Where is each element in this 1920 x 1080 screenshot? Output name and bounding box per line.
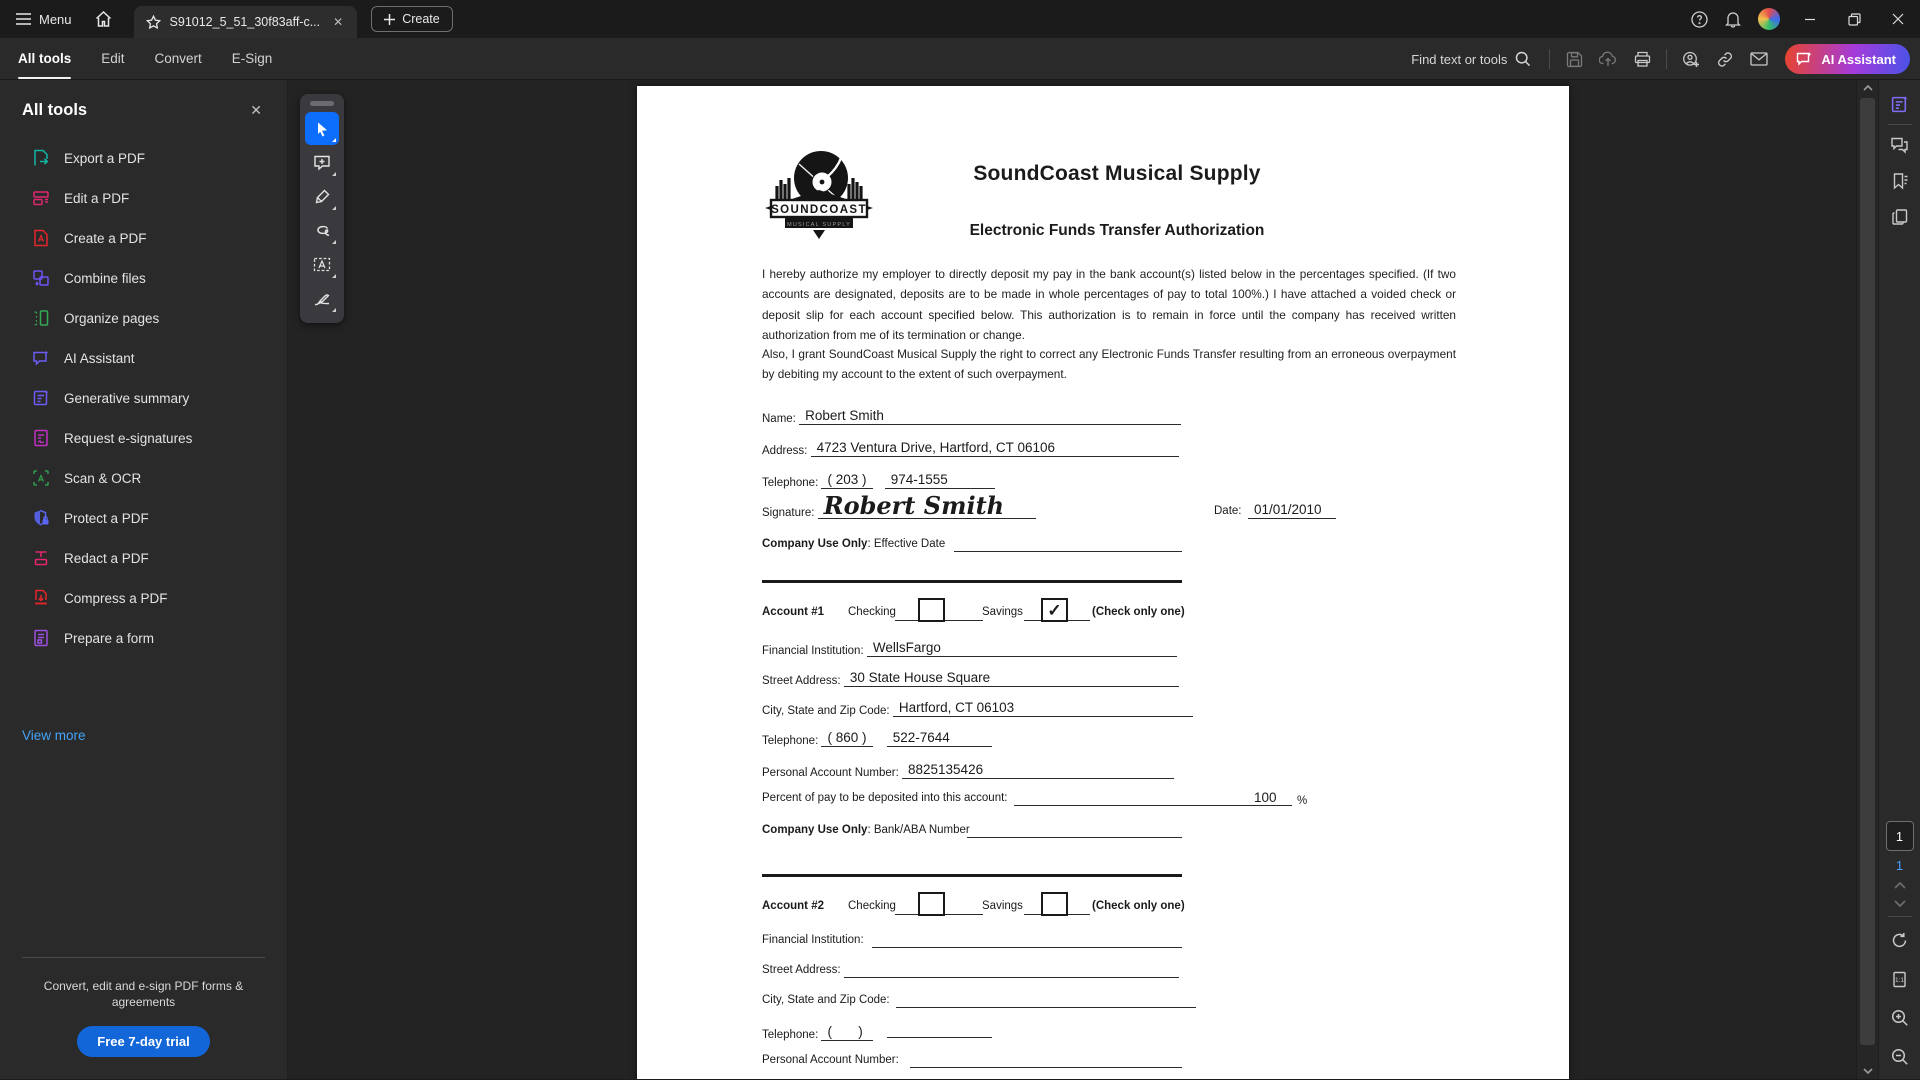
city-state-zip-value[interactable]: Hartford, CT 06103: [893, 700, 1193, 717]
notifications-button[interactable]: [1716, 0, 1750, 38]
next-page-button[interactable]: [1892, 898, 1908, 909]
close-window-button[interactable]: [1876, 0, 1920, 38]
view-more-link[interactable]: View more: [22, 728, 86, 743]
search-icon: [1515, 51, 1531, 67]
comments-icon: [1890, 136, 1909, 154]
select-tool[interactable]: [305, 112, 339, 145]
telephone-label: Telephone:: [762, 1029, 819, 1041]
tab-title: S91012_5_51_30f83aff-c...: [169, 15, 321, 29]
account1-fi-row: [762, 640, 1462, 657]
highlighter-icon: [314, 188, 331, 205]
area-code-value[interactable]: ( ): [821, 1024, 873, 1041]
panel-title: All tools: [22, 101, 88, 119]
help-icon: [1691, 11, 1708, 28]
sidebar-item-scan-ocr[interactable]: [0, 458, 287, 498]
panel-close-icon[interactable]: ✕: [250, 102, 262, 118]
date-label: Date:: [1214, 505, 1242, 517]
plus-icon: [384, 14, 395, 25]
promo-text: Convert, edit and e-sign PDF forms & agreements: [43, 978, 244, 1009]
sidebar-item-label: Prepare a form: [64, 630, 155, 646]
divider: [1549, 49, 1550, 69]
sidebar-item-label: Organize pages: [64, 310, 160, 326]
phone-value[interactable]: 522-7644: [887, 730, 992, 747]
highlight-tool[interactable]: [305, 180, 339, 213]
area-code-value[interactable]: ( 203 ): [821, 472, 873, 489]
menu-label: Menu: [39, 11, 72, 27]
sidebar-item-label: AI Assistant: [64, 350, 135, 366]
account2-fi-row: [762, 934, 1462, 946]
percent-line: [1014, 805, 1292, 806]
fill-sign-tool[interactable]: [305, 282, 339, 315]
svg-text:1:1: 1:1: [1894, 976, 1905, 984]
trial-promo: [0, 957, 287, 1057]
edit-pdf-icon: [32, 189, 50, 207]
account2-telephone-row: [762, 1024, 1462, 1041]
comment-plus-icon: [313, 154, 331, 171]
check-only-one-label: (Check only one): [1092, 606, 1185, 618]
checking-label: Checking: [848, 606, 896, 618]
sidebar-item-request-esignatures[interactable]: [0, 418, 287, 458]
save-icon: [1566, 51, 1583, 68]
star-icon[interactable]: [146, 15, 161, 30]
company-use-label: Company Use Only: [762, 538, 868, 550]
document-viewport: [288, 80, 1878, 1079]
personal-account-number-line[interactable]: [910, 1067, 1182, 1068]
document-title: SoundCoast Musical Supply: [973, 162, 1261, 185]
sidebar-item-label: Compress a PDF: [64, 590, 168, 606]
telephone-label: Telephone:: [762, 477, 819, 489]
home-icon: [95, 11, 112, 27]
logo-wordmark: SOUNDCOAST: [771, 204, 867, 216]
find-button[interactable]: [1401, 51, 1541, 67]
export-pdf-icon: [32, 149, 50, 167]
document-subtitle: Electronic Funds Transfer Authorization: [969, 222, 1265, 239]
previous-page-button[interactable]: [1892, 880, 1908, 891]
sidebar-item-label: Redact a PDF: [64, 550, 149, 566]
free-trial-button[interactable]: Free 7-day trial: [77, 1026, 210, 1057]
address-label: Address:: [762, 445, 808, 457]
account2-header-row: [762, 900, 1462, 926]
city-state-zip-label: City, State and Zip Code:: [762, 994, 890, 1006]
envelope-icon: [1750, 52, 1768, 66]
financial-institution-value[interactable]: WellsFargo: [867, 640, 1177, 657]
menu-button[interactable]: [0, 0, 86, 38]
signature-pen-icon: [313, 291, 331, 307]
sidebar-item-label: Generative summary: [64, 390, 190, 406]
account1-heading: Account #1: [762, 606, 824, 618]
quick-tools-palette: [300, 94, 344, 323]
squiggle-draw-icon: [314, 224, 331, 238]
checking-checkbox[interactable]: [918, 598, 945, 622]
generative-summary-button[interactable]: [1884, 88, 1916, 120]
name-value[interactable]: Robert Smith: [799, 408, 1181, 425]
area-code-value[interactable]: ( 860 ): [821, 730, 873, 747]
bookmark-icon: [1891, 172, 1909, 190]
percent-value[interactable]: 100: [1254, 790, 1277, 805]
home-button[interactable]: [86, 0, 122, 38]
vertical-scrollbar[interactable]: [1856, 80, 1878, 1079]
sidebar-item-label: Protect a PDF: [64, 510, 149, 526]
account2-heading: Account #2: [762, 900, 824, 912]
upload-cloud-button[interactable]: [1592, 43, 1624, 75]
titlebar: [0, 0, 1920, 38]
page-total: 1: [1895, 858, 1904, 873]
telephone-label: Telephone:: [762, 735, 819, 747]
scroll-up-icon[interactable]: [1857, 80, 1878, 96]
create-button[interactable]: [371, 6, 453, 32]
divider: [22, 957, 265, 958]
signature-row: [762, 491, 1462, 520]
sidebar-item-label: Combine files: [64, 270, 146, 286]
savings-label: Savings: [982, 606, 1023, 618]
sidebar-item-edit-pdf[interactable]: [0, 178, 287, 218]
telephone-row: [762, 472, 1462, 489]
scrollbar-thumb[interactable]: [1860, 98, 1875, 1045]
text-box-icon: [313, 256, 331, 273]
authorization-paragraph: I hereby authorize my employer to directly deposit my pay in the bank account(s) listed below in the percentages specified. (If two accounts are designated, deposits are to be made in whole percentages of pay to total 100%.) I have attached a voided check or deposit slip for each account specified below. This authorization is to remain in force until the company has received written authorization from me of its termination or change.: [762, 267, 1456, 342]
bank-aba-label: : Bank/ABA Number: [867, 824, 970, 836]
divider: [1666, 49, 1667, 69]
find-label: Find text or tools: [1411, 51, 1508, 67]
logo-subtext: MUSICAL SUPPLY: [787, 222, 851, 228]
section-divider: [762, 874, 1182, 877]
pdf-page[interactable]: [637, 86, 1569, 1079]
document-tab[interactable]: [134, 6, 358, 38]
hamburger-icon: [16, 13, 31, 25]
menu-tabs: [0, 38, 272, 79]
check-only-one-label: (Check only one): [1092, 900, 1185, 912]
add-comment-tool[interactable]: [305, 146, 339, 179]
checking-label: Checking: [848, 900, 896, 912]
street-address-label: Street Address:: [762, 675, 841, 687]
sidebar-item-protect-pdf[interactable]: [0, 498, 287, 538]
name-label: Name:: [762, 413, 796, 425]
financial-institution-line[interactable]: [872, 947, 1182, 948]
email-button[interactable]: [1743, 43, 1775, 75]
right-rail: [1878, 80, 1920, 1079]
account2-pan-row: [762, 1054, 1462, 1066]
divider: [1888, 124, 1912, 125]
person-add-icon: [1682, 51, 1700, 68]
sidebar-item-label: Create a PDF: [64, 230, 147, 246]
prepare-form-icon: [32, 629, 50, 647]
sidebar-item-organize-pages[interactable]: [0, 298, 287, 338]
street-address-line[interactable]: [844, 977, 1179, 978]
redact-icon: [32, 549, 50, 567]
financial-institution-label: Financial Institution:: [762, 645, 864, 657]
street-address-value[interactable]: 30 State House Square: [844, 670, 1179, 687]
save-button[interactable]: [1558, 43, 1590, 75]
share-link-button[interactable]: [1709, 43, 1741, 75]
percent-unit: %: [1297, 795, 1308, 807]
create-label: Create: [402, 12, 440, 26]
refresh-icon: [1891, 932, 1908, 949]
divider: [1888, 916, 1912, 917]
restore-button[interactable]: [1832, 0, 1876, 38]
print-button[interactable]: [1626, 43, 1658, 75]
ai-assistant-label: AI Assistant: [1821, 51, 1896, 67]
minimize-button[interactable]: [1788, 0, 1832, 38]
palette-drag-handle[interactable]: [310, 101, 334, 106]
street-address-label: Street Address:: [762, 964, 841, 976]
zoom-out-icon: [1891, 1048, 1909, 1066]
zoom-in-button[interactable]: [1884, 1002, 1916, 1034]
share-people-button[interactable]: [1675, 43, 1707, 75]
ai-chat-icon: [1796, 51, 1813, 67]
name-row: [762, 408, 1462, 425]
account1-aba-row: [762, 824, 1462, 836]
sidebar-item-combine-files[interactable]: [0, 258, 287, 298]
personal-account-number-value[interactable]: 8825135426: [902, 762, 1174, 779]
sidebar-item-generative-summary[interactable]: [0, 378, 287, 418]
page-thumbnails-button[interactable]: [1884, 201, 1916, 233]
gen-summary-icon: [1890, 95, 1909, 114]
printer-icon: [1634, 51, 1651, 67]
sidebar-item-redact-pdf[interactable]: [0, 538, 287, 578]
page-number-input[interactable]: [1886, 821, 1914, 851]
sidebar-item-label: Scan & OCR: [64, 470, 142, 486]
sidebar-item-label: Edit a PDF: [64, 190, 130, 206]
tab-esign[interactable]: E-Sign: [231, 51, 273, 66]
sidebar-item-create-pdf[interactable]: [0, 218, 287, 258]
link-icon: [1716, 51, 1734, 68]
pages-icon: [1891, 208, 1909, 226]
comments-button[interactable]: [1884, 129, 1916, 161]
esign-icon: [32, 429, 50, 447]
bell-icon: [1725, 11, 1741, 28]
rotate-refresh-button[interactable]: [1884, 924, 1916, 956]
account2-street-row: [762, 964, 1462, 976]
effective-date-line[interactable]: [954, 551, 1182, 552]
date-value[interactable]: 01/01/2010: [1248, 502, 1336, 519]
account1-pan-row: [762, 762, 1462, 779]
create-pdf-icon: [32, 229, 50, 247]
scroll-down-icon[interactable]: [1857, 1063, 1878, 1079]
sidebar-item-compress-pdf[interactable]: [0, 578, 287, 618]
account1-telephone-row: [762, 730, 1462, 747]
phone-line[interactable]: [887, 1037, 992, 1038]
tab-close-icon[interactable]: ✕: [333, 15, 344, 29]
tab-edit[interactable]: Edit: [101, 51, 125, 66]
sidebar-item-prepare-form[interactable]: [0, 618, 287, 658]
tool-list: [0, 138, 287, 658]
add-text-tool[interactable]: [305, 248, 339, 281]
address-row: [762, 440, 1462, 457]
account1-city-row: [762, 700, 1462, 717]
account1-street-row: [762, 670, 1462, 687]
phone-value[interactable]: 974-1555: [885, 472, 995, 489]
scan-ocr-icon: [32, 469, 50, 487]
compress-icon: [32, 589, 50, 607]
percent-label: Percent of pay to be deposited into this account:: [762, 792, 1008, 804]
personal-account-number-label: Personal Account Number:: [762, 767, 899, 779]
account1-header-row: [762, 601, 1462, 632]
effective-date-row: [762, 538, 1462, 550]
account1-percent-row: [762, 790, 1462, 807]
signature-label: Signature:: [762, 507, 815, 519]
fit-page-button[interactable]: [1884, 963, 1916, 995]
bank-aba-line[interactable]: [967, 837, 1182, 838]
savings-checkbox[interactable]: ✓: [1041, 598, 1068, 622]
menubar: [0, 38, 1920, 80]
avatar[interactable]: [1758, 8, 1780, 30]
savings-checkbox[interactable]: [1041, 892, 1068, 916]
section-divider: [762, 580, 1182, 583]
app-body: [0, 80, 1920, 1079]
sidebar-item-ai-assistant[interactable]: [0, 338, 287, 378]
effective-date-label: : Effective Date: [867, 538, 946, 550]
combine-icon: [32, 269, 50, 287]
sidebar-item-label: Request e-signatures: [64, 430, 193, 446]
quickbar-right: [1401, 38, 1910, 80]
company-use-label: Company Use Only: [762, 824, 868, 836]
organize-icon: [32, 309, 50, 327]
overpayment-paragraph: Also, I grant SoundCoast Musical Supply the right to correct any Electronic Funds Transfer resulting from an erroneous overpayment by debiting my account to the extent of such overpayment.: [762, 347, 1456, 382]
checking-checkbox[interactable]: [918, 892, 945, 916]
ai-assistant-button[interactable]: [1785, 44, 1910, 74]
cursor-arrow-icon: [315, 121, 330, 137]
account2-city-row: [762, 994, 1462, 1006]
sidebar-item-export-pdf[interactable]: [0, 138, 287, 178]
ai-chat-icon: [32, 349, 50, 367]
sidebar-item-label: Export a PDF: [64, 150, 146, 166]
draw-tool[interactable]: [305, 214, 339, 247]
titlebar-right: [1682, 0, 1920, 38]
bookmarks-button[interactable]: [1884, 165, 1916, 197]
signature-value[interactable]: Robert Smith: [818, 494, 1036, 519]
panel-header: [0, 80, 287, 127]
zoom-in-icon: [1891, 1009, 1909, 1027]
gen-summary-icon: [32, 389, 50, 407]
help-button[interactable]: [1682, 0, 1716, 38]
personal-account-number-label: Personal Account Number:: [762, 1054, 899, 1066]
all-tools-panel: [0, 80, 288, 1079]
city-state-zip-label: City, State and Zip Code:: [762, 705, 890, 717]
zoom-out-button[interactable]: [1884, 1041, 1916, 1073]
fit-page-icon: [1891, 971, 1908, 988]
address-value[interactable]: 4723 Ventura Drive, Hartford, CT 06106: [811, 440, 1179, 457]
financial-institution-label: Financial Institution:: [762, 934, 864, 946]
protect-icon: [32, 509, 50, 527]
cloud-upload-icon: [1599, 51, 1617, 67]
tab-convert[interactable]: Convert: [154, 51, 202, 66]
tab-all-tools[interactable]: All tools: [18, 38, 71, 79]
city-state-zip-line[interactable]: [896, 1007, 1196, 1008]
savings-label: Savings: [982, 900, 1023, 912]
